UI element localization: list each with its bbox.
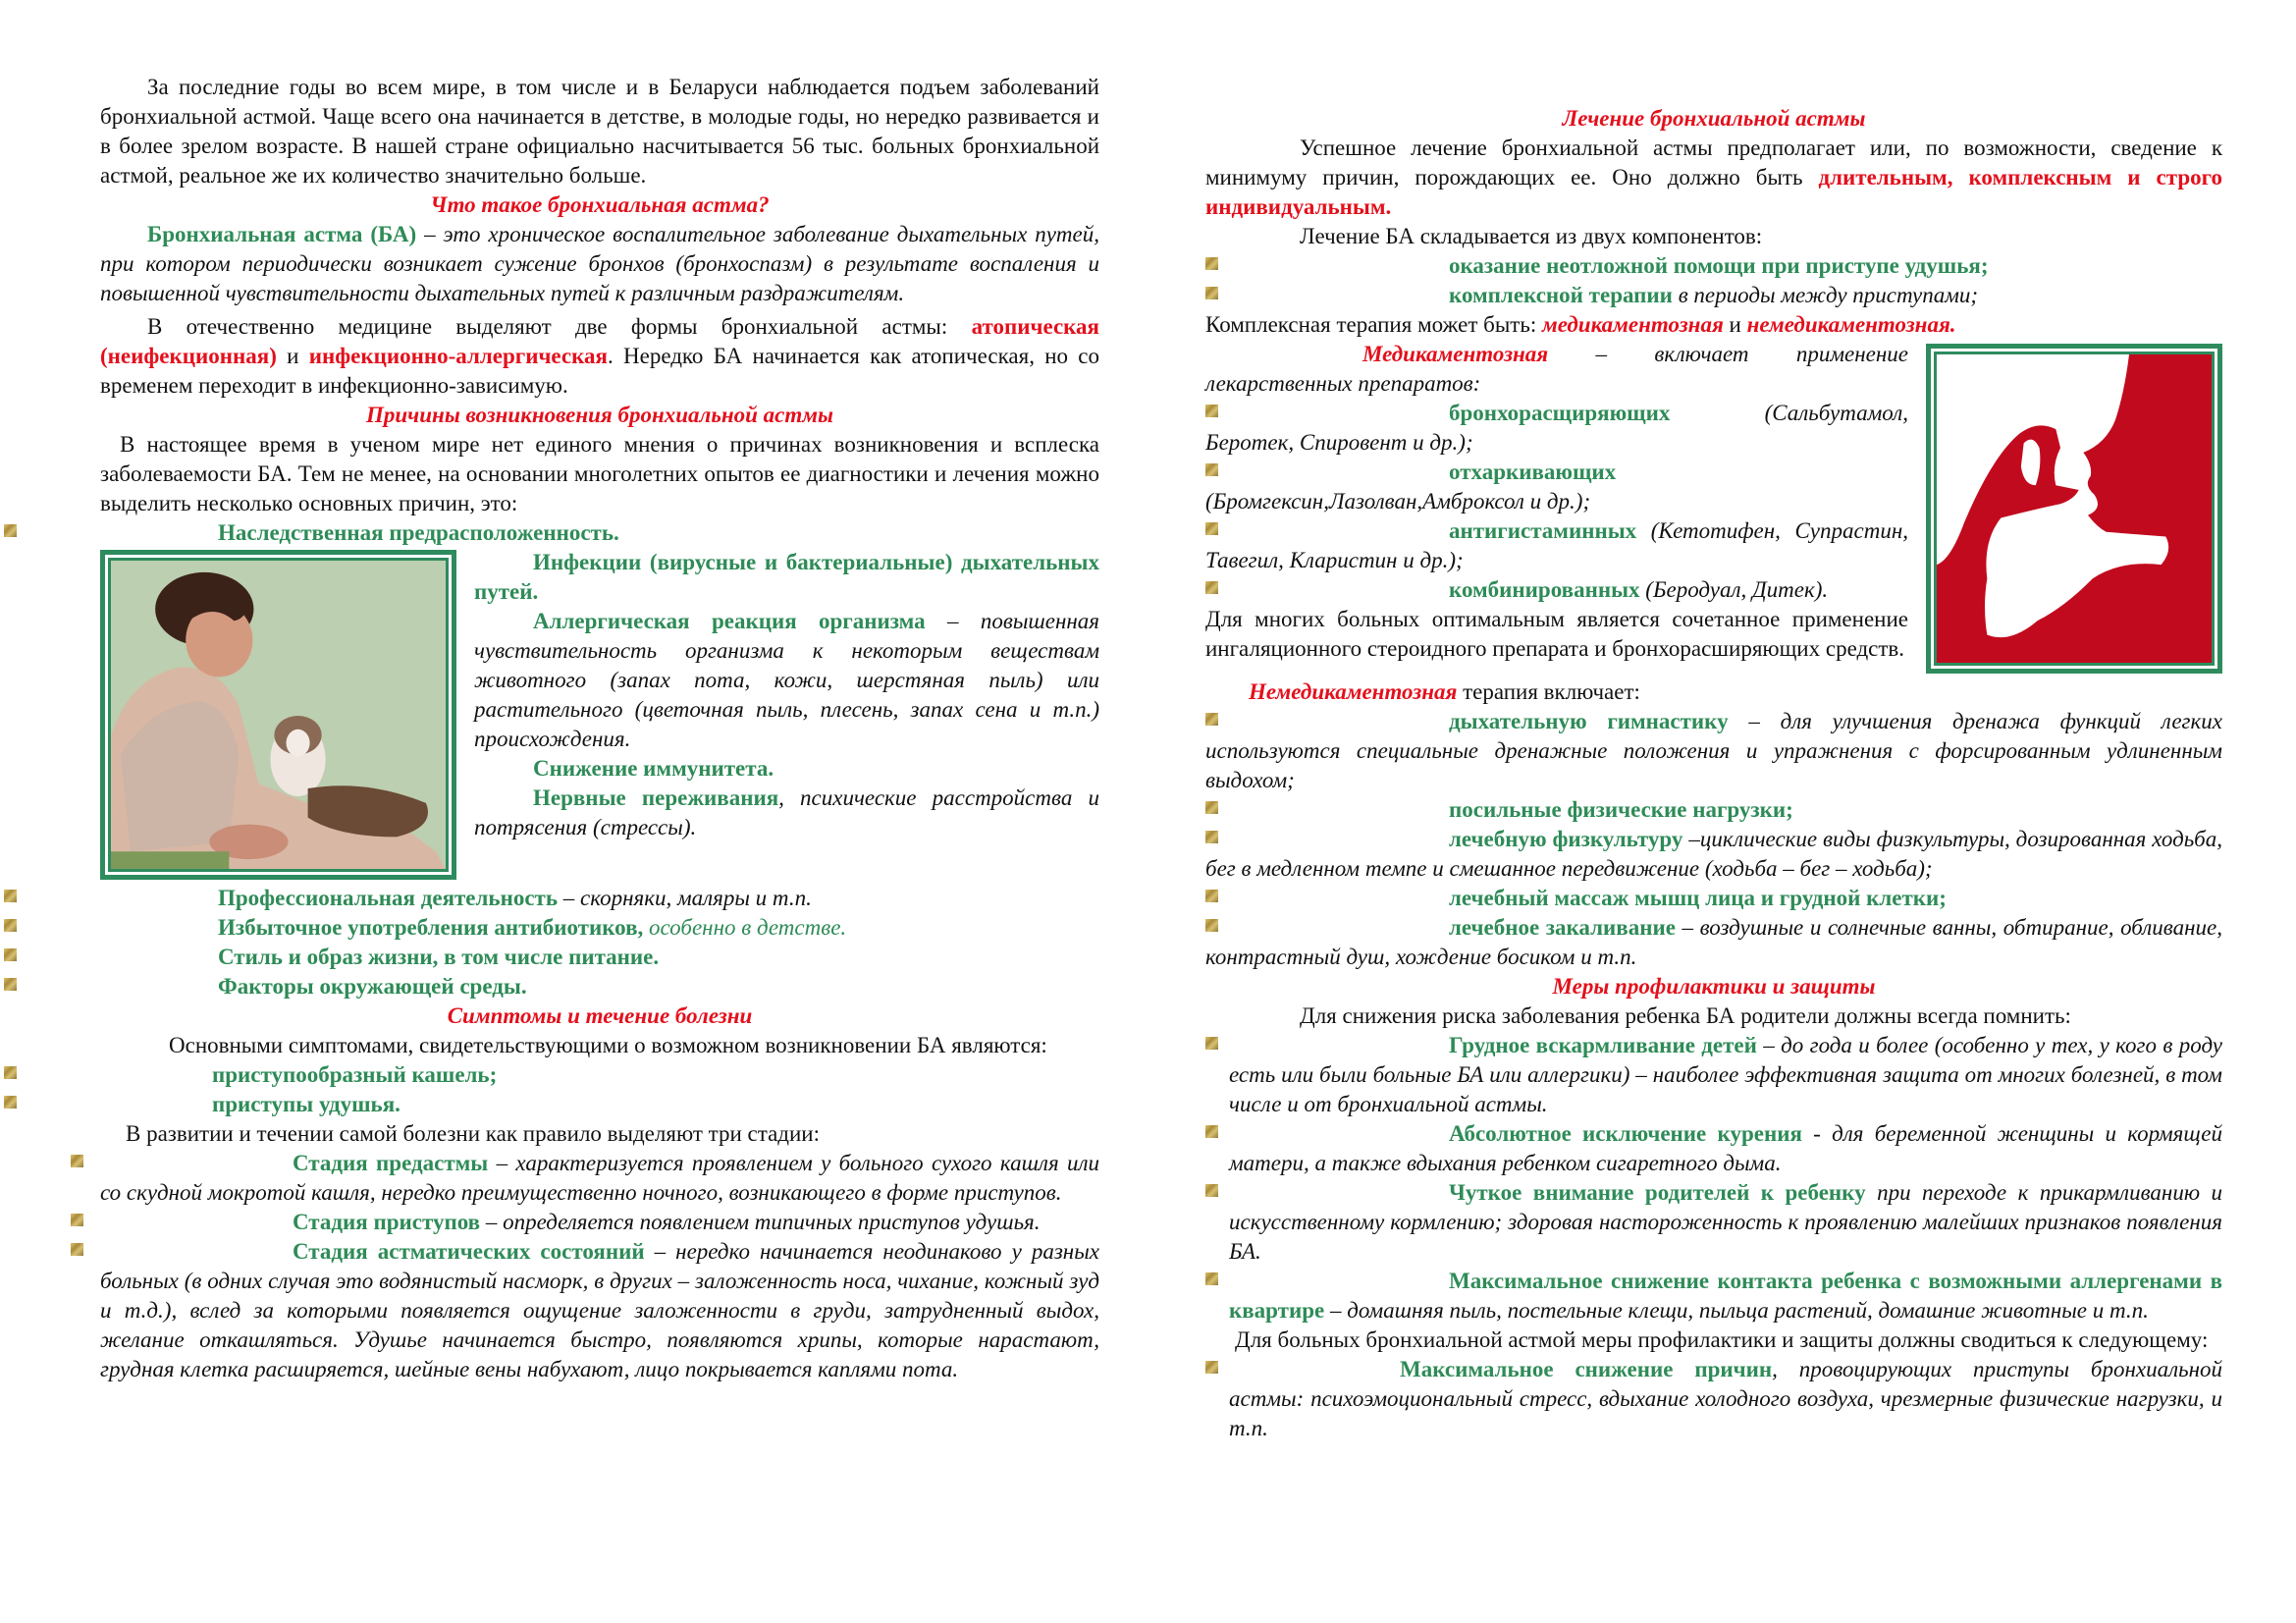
cause-nerves-text: , психические расстройства и потрясения (стрессы). bbox=[474, 785, 1099, 839]
form-atopic: атопическая (неифекционная) bbox=[100, 314, 1099, 368]
forms-paragraph bbox=[100, 312, 1099, 401]
cause-allergy-text: – повышенная чувствительность организма к некоторым веществам животного (запах пота, кожи, шерстяная пыль) или растительного (цветочная пыль, плесень, запах сена и т.п.) происхождения. bbox=[474, 609, 1099, 751]
prevention-2-term: Абсолютное исключение курения bbox=[1449, 1121, 1802, 1146]
complex-and: и bbox=[1723, 312, 1747, 337]
stage-3-term: Стадия астматических состояний bbox=[293, 1239, 645, 1264]
symptom-item bbox=[0, 1090, 1099, 1119]
stage-1-text: – характеризуется проявлением у больного сухого кашля или со скудной мокротой кашля, нередко преимущественно ночного, возникающего в форме приступов. bbox=[100, 1151, 1100, 1205]
medication-term: Медикаментозная bbox=[1362, 342, 1549, 366]
woman-with-cat-photo bbox=[100, 550, 456, 880]
definition-term: Бронхиальная астма (БА) bbox=[147, 222, 417, 246]
cause-heredity: Наследственная предрасположенность. bbox=[218, 520, 619, 545]
prevention-item bbox=[1205, 1119, 2222, 1178]
causes-intro: В настоящее время в ученом мире нет единого мнения о причинах возникновения и всплеска заболеваемости БА. Тем не менее, на основании многолетних опытов ее диагностики и лечения можно выделить несколько основных причин, это: bbox=[100, 432, 1099, 515]
right-column bbox=[1205, 104, 2222, 1443]
drug-item bbox=[1205, 575, 2222, 605]
prevention-4-term: Максимальное снижение контакта ребенка с возможными аллергенами в квартире bbox=[1229, 1269, 2222, 1323]
forms-text: В отечественно медицине выделяют две формы бронхиальной астмы: bbox=[147, 314, 972, 339]
gold-bullet-icon bbox=[4, 948, 17, 961]
prevention-4-text: – домашняя пыль, постельные клещи, пыльца растений, домашние животные и т.п. bbox=[1324, 1298, 2149, 1323]
drug-4-term: комбинированных bbox=[1449, 577, 1640, 602]
heading-prevention: Меры профилактики и защиты bbox=[1552, 974, 1876, 999]
symptom-suffocation: приступы удушья. bbox=[212, 1092, 400, 1116]
gold-bullet-icon bbox=[1205, 463, 1218, 476]
complex-med: медикаментозная bbox=[1542, 312, 1724, 337]
patients-intro: Для больных бронхиальной астмой меры профилактики и защиты должны сводиться к следующему: bbox=[1235, 1327, 2209, 1352]
symptoms-intro: Основными симптомами, свидетельствующими о возможном возникновении БА являются: bbox=[169, 1033, 1047, 1057]
complex-therapy-types bbox=[1205, 310, 2222, 340]
drug-1-term: бронхорасщиряющих bbox=[1449, 401, 1671, 425]
gold-bullet-icon bbox=[1205, 713, 1218, 726]
heading-causes: Причины возникновения бронхиальной астмы bbox=[366, 403, 833, 427]
nonmed-5-text: – воздушные и солнечные ванны, обтирание, обливание, контрастный душ, хождение босиком и т.п. bbox=[1205, 915, 2222, 969]
treatment-paragraph bbox=[1205, 134, 2222, 222]
prevention-intro: Для снижения риска заболевания ребенка БА родители должны всегда помнить: bbox=[1300, 1003, 2071, 1028]
gold-bullet-icon bbox=[4, 890, 17, 902]
prevention-item bbox=[1205, 1178, 2222, 1267]
nonmed-term: Немедикаментозная bbox=[1249, 679, 1458, 704]
form-infectious: инфекционно-аллергическая bbox=[308, 344, 608, 368]
gold-bullet-icon bbox=[1205, 405, 1218, 417]
prevention-2-text: - для беременной женщины и кормящей матери, а также вдыхания ребенком сигаретного дыма. bbox=[1229, 1121, 2222, 1175]
component-emergency: оказание неотложной помощи при приступе удушья; bbox=[1449, 253, 1989, 278]
gold-bullet-icon bbox=[1205, 1125, 1218, 1138]
nonmed-4: лечебный массаж мышц лица и грудной клетки; bbox=[1449, 886, 1947, 910]
cause-antibiotics-text: особенно в детстве. bbox=[643, 915, 847, 940]
symptom-item bbox=[0, 1060, 1099, 1090]
complex-nonmed: немедикаментозная. bbox=[1746, 312, 1956, 337]
medication-text: – включает применение лекарственных препаратов: bbox=[1205, 342, 1908, 396]
nonmed-text: терапия включает: bbox=[1457, 679, 1640, 704]
nonmed-intro bbox=[1205, 677, 2222, 707]
stage-2-text: – определяется появлением типичных приступов удушья. bbox=[480, 1210, 1041, 1234]
cause-item bbox=[0, 913, 1099, 943]
left-column bbox=[100, 73, 1099, 1384]
stage-3-text: – нередко начинается неодинаково у разных больных (в одних случая это водянистый насморк, в других – заложенность носа, чихание, кожный зуд и т.д.), вслед за которыми появляется ощущение заложенности в груди, затрудненный выдох, желание откашляться. Удушье начинается быстро, появляются хрипы, которые нарастают, грудная клетка расширяется, шейные вены набухают, лицо покрывается каплями пота. bbox=[100, 1239, 1099, 1381]
cause-antibiotics-term: Избыточное употребления антибиотиков, bbox=[218, 915, 644, 940]
drug-item bbox=[1205, 516, 2222, 575]
inhaler-wrap-block bbox=[1205, 340, 2222, 677]
gold-bullet-icon bbox=[1205, 1184, 1218, 1197]
definition-text: – это хроническое воспалительное заболевание дыхательных путей, при котором периодически возникает сужение бронхов (бронхоспазм) в результате воспаления и повышенной чувствительности дыхательных путей к различным раздражителям. bbox=[100, 222, 1099, 305]
drug-2-text: (Бромгексин,Лазолван,Амброксол и др.); bbox=[1205, 489, 1591, 514]
gold-bullet-icon bbox=[1205, 1272, 1218, 1285]
prevention-3-text: при переходе к прикармливанию и искусственному кормлению; здоровая настороженность к проявлению малейших признаков появления БА. bbox=[1229, 1180, 2223, 1264]
photo-wrap-block bbox=[100, 548, 1099, 884]
gold-bullet-icon bbox=[4, 978, 17, 991]
gold-bullet-icon bbox=[1205, 890, 1218, 902]
treatment-text: Успешное лечение бронхиальной астмы предполагает или, по возможности, сведение к минимуму причин, порождающих ее. Оно должно быть bbox=[1205, 135, 2222, 189]
heading-what-is-asthma: Что такое бронхиальная астма? bbox=[430, 192, 770, 217]
gold-bullet-icon bbox=[1205, 1037, 1218, 1050]
drug-item bbox=[1205, 399, 2222, 458]
gold-bullet-icon bbox=[1205, 257, 1218, 270]
treatment-emphasis: длительным, комплексным и строго индивидуальным. bbox=[1205, 165, 2222, 219]
gold-bullet-icon bbox=[71, 1155, 83, 1167]
cause-lifestyle: Стиль и образ жизни, в том числе питание. bbox=[218, 945, 660, 969]
nonmed-item bbox=[1205, 707, 2222, 795]
prevention-1-text: – до года и более (особенно у тех, у кого в роду есть или были больные БА или аллергики) – наиболее эффективная защита от многих болезней, в том числе и от бронхиальной астмы. bbox=[1229, 1033, 2222, 1116]
nonmed-item bbox=[1205, 913, 2222, 972]
nonmed-1-term: дыхательную гимнастику bbox=[1449, 709, 1729, 733]
cause-nerves-term: Нервные переживания bbox=[533, 785, 779, 810]
stage-item bbox=[100, 1237, 1099, 1384]
drug-item bbox=[1205, 458, 2222, 516]
forms-tail: . Нередко БА начинается как атопическая, но со временем переходит в инфекционно-зависимую. bbox=[100, 344, 1099, 398]
nonmed-item bbox=[1205, 795, 2222, 825]
nonmed-2: посильные физические нагрузки; bbox=[1449, 797, 1793, 822]
prevention-1-term: Грудное вскармливание детей bbox=[1449, 1033, 1757, 1057]
stage-item bbox=[100, 1149, 1099, 1208]
gold-bullet-icon bbox=[1205, 581, 1218, 594]
stage-item bbox=[100, 1208, 1099, 1237]
gold-bullet-icon bbox=[4, 524, 17, 537]
component-item bbox=[1205, 281, 2222, 310]
nonmed-item bbox=[1205, 825, 2222, 884]
photo-inner bbox=[108, 558, 449, 872]
patients-1-term: Максимальное снижение причин bbox=[1400, 1357, 1773, 1381]
prevention-item bbox=[1205, 1267, 2222, 1325]
components-intro: Лечение БА складывается из двух компонентов: bbox=[1300, 224, 1763, 248]
prevention-item bbox=[1205, 1031, 2222, 1119]
gold-bullet-icon bbox=[71, 1243, 83, 1256]
drug-1-text: (Сальбутамол, Беротек, Спировент и др.); bbox=[1205, 401, 1908, 455]
gold-bullet-icon bbox=[4, 1096, 17, 1109]
drug-3-term: антигистаминных bbox=[1449, 518, 1637, 543]
gold-bullet-icon bbox=[1205, 1361, 1218, 1374]
patients-1-text: , провоцирующих приступы бронхиальной астмы: психоэмоциональный стресс, вдыхание холодного воздуха, чрезмерные физические нагрузки, и т.п. bbox=[1229, 1357, 2222, 1440]
nonmed-1-text: – для улучшения дренажа функций легких используются специальные дренажные положения и упражнения с форсированным удлиненным выдохом; bbox=[1205, 709, 2222, 792]
cause-profession-text: – скорняки, маляры и т.п. bbox=[558, 886, 812, 910]
stages-intro: В развитии и течении самой болезни как правило выделяют три стадии: bbox=[126, 1121, 820, 1146]
component-complex-text: в периоды между приступами; bbox=[1672, 283, 1979, 307]
gold-bullet-icon bbox=[4, 919, 17, 932]
combination-paragraph: Для многих больных оптимальным является сочетанное применение ингаляционного стероидного препарата и бронхорасширяющих средств. bbox=[1205, 607, 1908, 661]
prevention-3-term: Чуткое внимание родителей к ребенку bbox=[1449, 1180, 1866, 1205]
cause-item bbox=[0, 972, 1099, 1001]
nonmed-3-text: –циклические виды физкультуры, дозированная ходьба, бег в медленном темпе и смешанное передвижение (ходьба – бег – ходьба); bbox=[1205, 827, 2222, 881]
cause-infections: Инфекции (вирусные и бактериальные) дыхательных путей. bbox=[474, 550, 1099, 604]
heading-symptoms: Симптомы и течение болезни bbox=[447, 1003, 753, 1028]
component-complex-term: комплексной терапии bbox=[1449, 283, 1673, 307]
definition-paragraph bbox=[100, 220, 1099, 308]
stage-1-term: Стадия предастмы bbox=[293, 1151, 489, 1175]
stage-2-term: Стадия приступов bbox=[293, 1210, 481, 1234]
nonmed-5-term: лечебное закаливание bbox=[1449, 915, 1676, 940]
gold-bullet-icon bbox=[1205, 919, 1218, 932]
cause-allergy-term: Аллергическая реакция организма bbox=[533, 609, 926, 633]
symptom-cough: приступообразный кашель; bbox=[212, 1062, 498, 1087]
gold-bullet-icon bbox=[1205, 522, 1218, 535]
drug-2-term: отхаркивающих bbox=[1449, 460, 1617, 484]
cause-item bbox=[0, 518, 1099, 548]
cause-immunity: Снижение иммунитета. bbox=[533, 756, 774, 781]
heading-treatment: Лечение бронхиальной астмы bbox=[1562, 106, 1866, 131]
drug-3-text: (Кетотифен, Супрастин, Тавегил, Кларистин и др.); bbox=[1205, 518, 1908, 572]
nonmed-3-term: лечебную физкультуру bbox=[1449, 827, 1683, 851]
intro-paragraph: За последние годы во всем мире, в том числе и в Беларуси наблюдается подъем заболеваний бронхиальной астмой. Чаще всего она начинается в детстве, в молодые годы, но нередко развивается и в более зрелом возрасте. В нашей стране официально насчитывается 56 тыс. больных бронхиальной астмой, реальное же их количество значительно больше. bbox=[100, 75, 1099, 188]
drug-4-text: (Беродуал, Дитек). bbox=[1639, 577, 1829, 602]
patients-item bbox=[1205, 1355, 2222, 1443]
woman-cat-illustration bbox=[111, 561, 446, 869]
nonmed-item bbox=[1205, 884, 2222, 913]
complex-text: Комплексная терапия может быть: bbox=[1205, 312, 1542, 337]
gold-bullet-icon bbox=[1205, 801, 1218, 814]
forms-and: и bbox=[276, 344, 309, 368]
component-item bbox=[1205, 251, 2222, 281]
gold-bullet-icon bbox=[4, 1066, 17, 1079]
cause-item bbox=[0, 884, 1099, 913]
gold-bullet-icon bbox=[71, 1214, 83, 1226]
cause-environment: Факторы окружающей среды. bbox=[218, 974, 527, 999]
gold-bullet-icon bbox=[1205, 831, 1218, 843]
cause-profession-term: Профессиональная деятельность bbox=[218, 886, 558, 910]
cause-item bbox=[0, 943, 1099, 972]
gold-bullet-icon bbox=[1205, 287, 1218, 299]
